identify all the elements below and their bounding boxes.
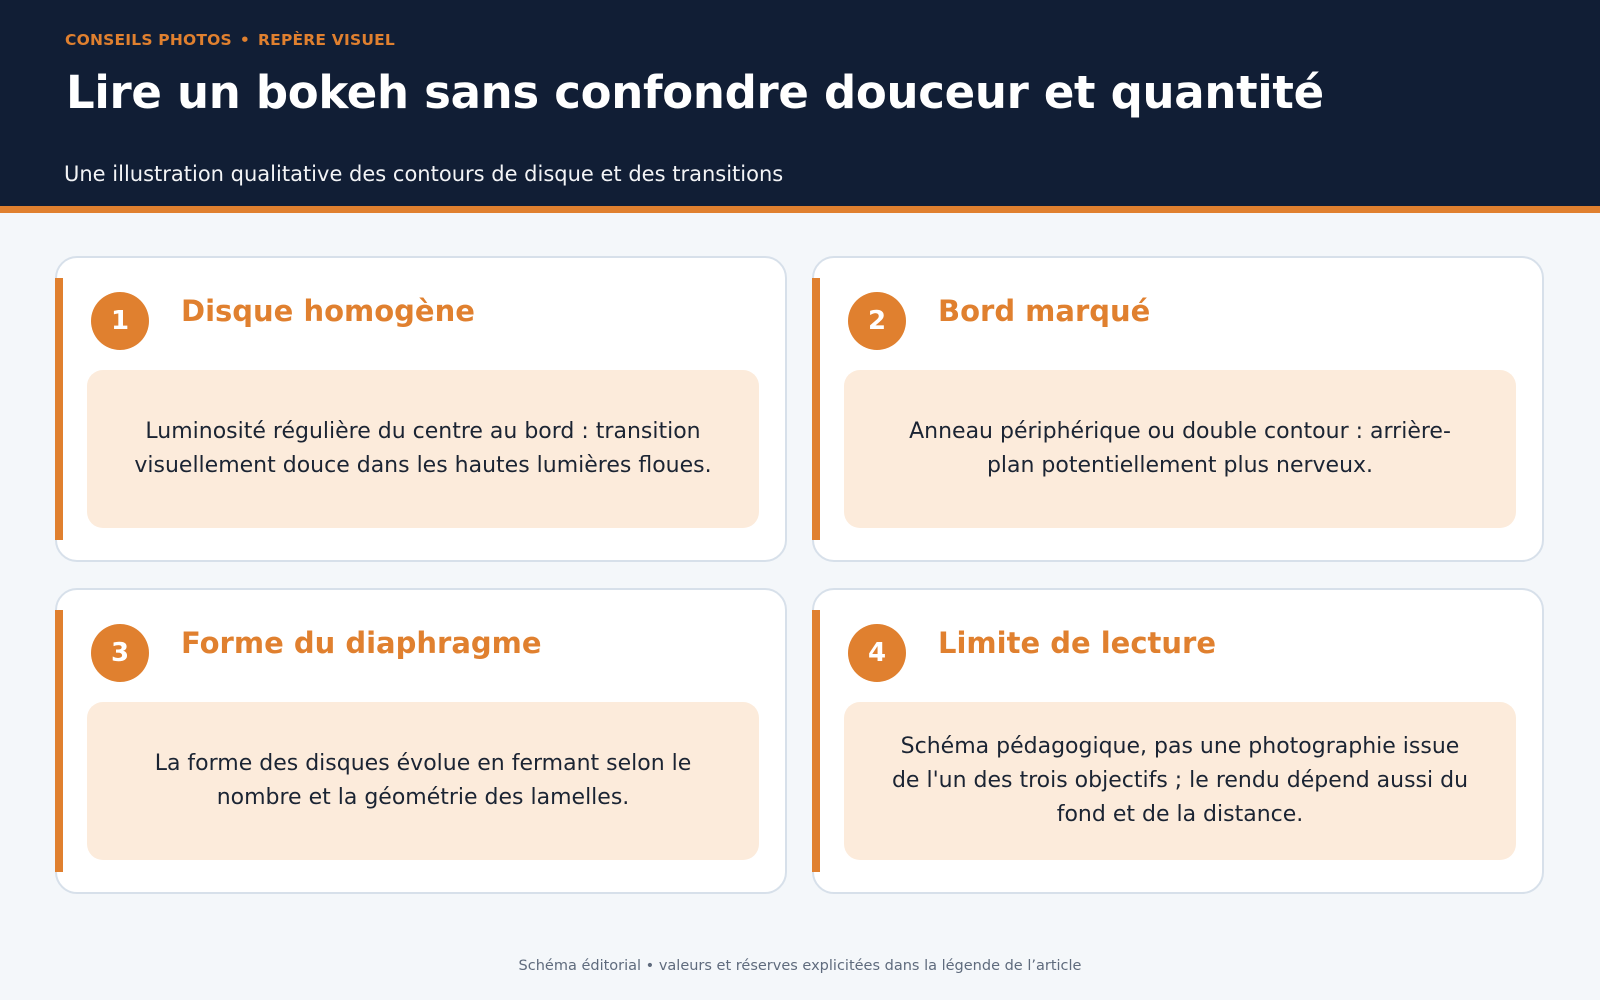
card-text: Schéma pédagogique, pas une photographie issue de l'un des trois objectifs ; le rendu dépend aussi du fond et de la distance.: [891, 734, 1469, 827]
card-accent-bar: [55, 610, 63, 872]
kicker: [65, 31, 395, 49]
card-title: Disque homogène: [181, 294, 475, 328]
page-title: Lire un bokeh sans confondre douceur et quantité: [66, 66, 1324, 119]
header-banner: [0, 0, 1600, 213]
kicker-separator: •: [239, 31, 251, 49]
card-body: [844, 702, 1516, 860]
card-number-badge: 3: [91, 624, 149, 682]
card-accent-bar: [55, 278, 63, 540]
card-number-badge: 2: [848, 292, 906, 350]
card-text: Luminosité régulière du centre au bord : transition visuellement douce dans les hautes lumières floues.: [134, 419, 712, 478]
tip-card-4: [812, 588, 1544, 894]
card-title: Forme du diaphragme: [181, 626, 542, 660]
card-body: [844, 370, 1516, 528]
card-text: La forme des disques évolue en fermant selon le nombre et la géométrie des lamelles.: [154, 751, 692, 810]
card-body: [87, 702, 759, 860]
footer-note: Schéma éditorial • valeurs et réserves explicitées dans la légende de l’article: [518, 958, 1082, 974]
card-number-badge: 1: [91, 292, 149, 350]
card-number-badge: 4: [848, 624, 906, 682]
card-accent-bar: [812, 278, 820, 540]
kicker-section: CONSEILS PHOTOS: [65, 31, 232, 49]
kicker-tag: REPÈRE VISUEL: [258, 31, 395, 49]
tip-card-3: [55, 588, 787, 894]
tip-card-1: [55, 256, 787, 562]
tip-card-2: [812, 256, 1544, 562]
card-title: Limite de lecture: [938, 626, 1217, 660]
card-text: Anneau périphérique ou double contour : arrière-plan potentiellement plus nerveux.: [909, 419, 1451, 478]
page-subtitle: Une illustration qualitative des contours de disque et des transitions: [64, 162, 784, 186]
card-accent-bar: [812, 610, 820, 872]
card-title: Bord marqué: [938, 294, 1151, 328]
card-body: [87, 370, 759, 528]
